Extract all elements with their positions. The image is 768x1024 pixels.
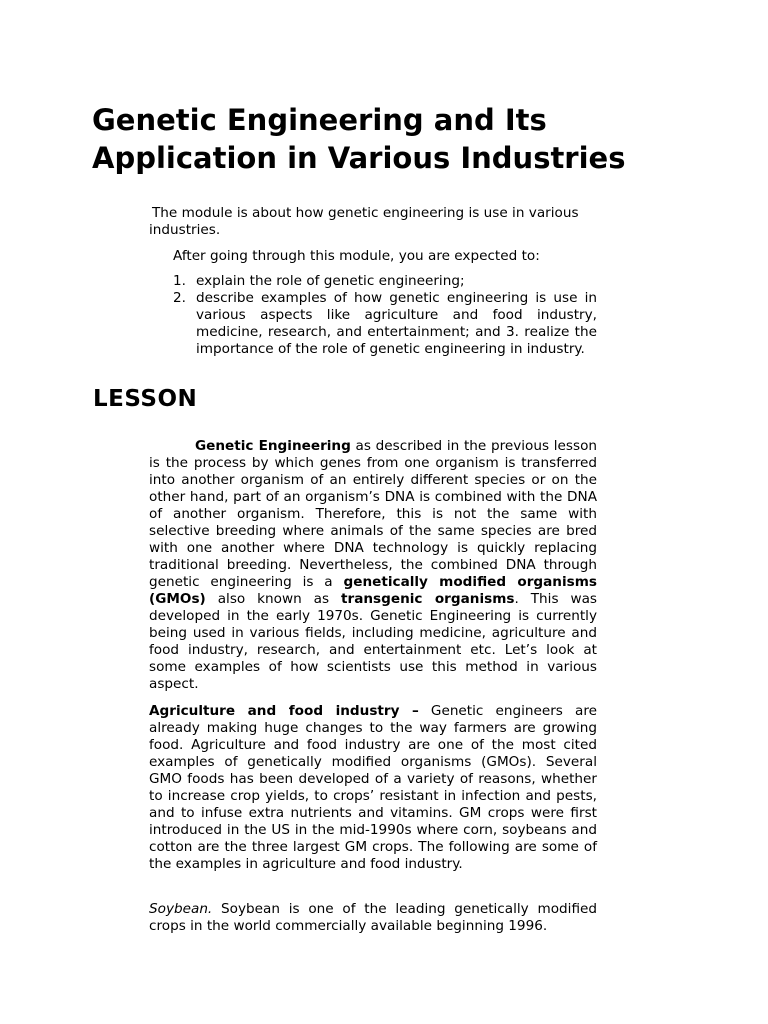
paragraph-text: Genetic engineers are already making huge changes to the way farmers are growing food. Agriculture and food industry are one of the most cited examples of genetically modified organisms (GMOs). Several GMO foods has been developed of a variety of reasons, whether to increase crop yields, to crops’ resistant in infection and pests, and to infuse extra nutrients and vitamins. GM crops were first introduced in the US in the mid-1990s where corn, soybeans and cotton are the three largest GM crops. The following are some of the examples in agriculture and food industry. [149,703,597,872]
agriculture-heading: Agriculture and food industry – [149,703,419,719]
paragraph-text: Soybean is one of the leading genetically modified crops in the world commercially available beginning 1996. [149,901,597,934]
agriculture-paragraph [149,703,597,873]
objective-item [173,273,597,290]
document-title-line-1: Genetic Engineering and Its [92,103,547,137]
gmo-term: genetically modified organisms (GMOs) [149,574,597,607]
objective-text: describe examples of how genetic engineering is use in various aspects like agriculture and food industry, medicine, research, and entertainment; and 3. realize the importance of the role of genetic engineering in industry. [196,290,597,357]
learning-expectation: After going through this module, you are expected to: [173,248,540,264]
objectives-list [173,273,597,358]
objective-number: 2. [173,290,186,306]
module-intro: The module is about how genetic engineering is use in various industries. [149,205,579,238]
soybean-term: Soybean. [149,901,213,917]
paragraph-text: also known as [205,591,341,607]
transgenic-term: transgenic organisms [341,591,515,607]
paragraph-text: . This was developed in the early 1970s. Genetic Engineering is currently being used in various fields, including medicine, agriculture and food industry, research, and entertainment etc. Let’s look at some examples of how scientists use this method in various aspect. [149,591,597,692]
soybean-paragraph [149,901,597,935]
lesson-heading: LESSON [93,386,198,412]
genetic-engineering-paragraph [149,438,597,693]
genetic-engineering-term: Genetic Engineering [195,438,351,454]
document-title-line-2: Application in Various Industries [92,141,626,175]
objective-number: 1. [173,273,186,289]
paragraph-text: as described in the previous lesson is the process by which genes from one organism is transferred into another organism of an entirely different species or on the other hand, part of an organism’s DNA is combined with the DNA of another organism. Therefore, this is not the same with selective breeding where animals of the same species are bred with one another where DNA technology is quickly replacing traditional breeding. Nevertheless, the combined DNA through genetic engineering is a [149,438,597,590]
document-title [92,101,692,177]
objective-text: explain the role of genetic engineering; [196,273,465,289]
objective-item [173,290,597,358]
